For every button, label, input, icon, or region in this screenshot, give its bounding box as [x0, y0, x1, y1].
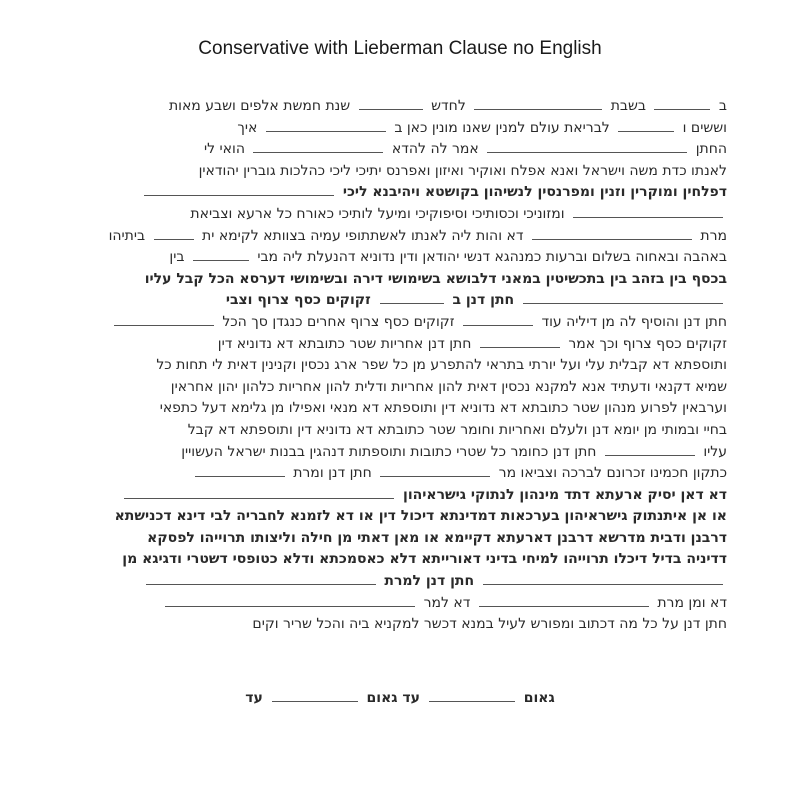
blank-field[interactable]: [195, 463, 285, 477]
text-line: [72, 161, 727, 183]
line-text: הואי לי: [203, 141, 245, 158]
line-text: חתן דנן והוסיף לה מן דיליה עוד: [541, 313, 727, 330]
blank-field[interactable]: [165, 593, 415, 607]
text-line: [72, 593, 727, 615]
text-line: [72, 485, 727, 507]
line-text: דא דאן יסיק ארעתא דתד מינהון לנתוקי גישראיהון: [403, 486, 727, 503]
line-text: איך: [237, 119, 258, 136]
line-text: באהבה ובאחוה בשלום וברעות כמנהגא דנשי יהודאן ודין נדוניא דהנעלת ליה מבי: [257, 249, 727, 266]
text-line: [72, 463, 727, 485]
text-line: [72, 226, 727, 248]
line-text: או אן איתנתוק גישראיהון בערכאות דמדינתא דיכול דין או דא לזמנא לחבריה לבי דינא דכנישתא: [114, 508, 727, 525]
blank-field[interactable]: [380, 463, 490, 477]
line-text: דא למר: [423, 594, 471, 611]
line-text: חתן דנן אחריות שטר כתובתא דא נדוניא דין: [217, 335, 472, 352]
blank-field[interactable]: [532, 226, 692, 240]
line-text: שנת חמשת אלפים ושבע מאות: [168, 98, 351, 114]
text-line: [72, 269, 727, 291]
text-line: [72, 118, 727, 140]
text-line: [72, 549, 727, 571]
text-line: [72, 571, 727, 593]
blank-field[interactable]: [618, 118, 674, 132]
blank-field[interactable]: [573, 204, 723, 218]
line-text: זקוקים כסף צרוף וכך אמר: [568, 335, 727, 352]
line-text: חתן דנן כחומר כל שטרי כתובות ותוספתות דנהגין בבנות ישראל העשויין: [181, 443, 597, 460]
line-text: ומזוניכי וכסותיכי וסיפוקיכי ומיעל לותיכי כאורח כל ארעא וצביאת: [190, 205, 565, 222]
line-text: בכסף בין בזהב בין בתכשיטין במאני דלבושא בשימושי דירה ובשימושי דערסא הכל קבל עליו: [144, 270, 727, 287]
text-line: [72, 355, 727, 377]
line-text: ותוספתא דא קבלית עלי ועל יורתי בתראי להתפרע מן כל שפר ארג נכסין וקנינין דאית לי תחות כל: [156, 357, 727, 374]
line-text: חתן דנן למרת: [384, 573, 475, 590]
line-text: זקוקים כסף צרוף אחרים כנגדן סך הכל: [222, 313, 455, 330]
blank-field[interactable]: [359, 96, 423, 110]
text-line: [72, 182, 727, 204]
ketubah-text: [72, 96, 727, 636]
blank-field[interactable]: [487, 139, 687, 153]
line-text: דא ומן מרת: [657, 594, 727, 611]
text-line: [72, 398, 727, 420]
blank-field[interactable]: [474, 96, 602, 110]
text-line: [72, 506, 727, 528]
text-line: [72, 204, 727, 226]
line-text: חתן דנן ומרת: [293, 465, 372, 482]
line-text: לאנתו כדת משה וישראל ואנא אפלח ואוקיר ואיזון ואפרנס יתיכי ליכי כהלכות גוברין יהודאין: [198, 162, 727, 179]
blank-field[interactable]: [483, 571, 723, 585]
line-text: וששים ו: [682, 119, 727, 136]
text-line: [72, 96, 727, 118]
line-text: אמר לה להדא: [391, 141, 479, 158]
blank-field[interactable]: [605, 442, 695, 456]
line-text: ביתיהו: [108, 227, 146, 244]
blank-field[interactable]: [523, 290, 723, 304]
blank-field[interactable]: [154, 226, 194, 240]
text-line: [72, 442, 727, 464]
text-line: [72, 139, 727, 161]
line-text: החתן: [695, 141, 727, 158]
signature-line: [0, 688, 800, 706]
signature-label-witness: עד: [245, 690, 263, 706]
line-text: שמיא דקנאי ודעתיד אנא למקנא נכסין דאית להון אחריות ודלית להון אחריות כלהון יהון אחראין: [170, 378, 727, 395]
signature-label-witness-gaon: עד גאום: [366, 690, 420, 706]
line-text: כתקון חכמינו זכרונם לברכה וצביאו מר: [498, 465, 727, 482]
blank-field[interactable]: [479, 593, 649, 607]
line-text: דא והות ליה לאנתו לאשתתופי עמיה בצוותא לקימא ית: [202, 227, 524, 244]
blank-field[interactable]: [253, 139, 383, 153]
line-text: זקוקים כסף צרוף וצבי: [225, 292, 371, 309]
blank-field[interactable]: [124, 485, 394, 499]
blank-field[interactable]: [146, 571, 376, 585]
text-line: [72, 290, 727, 312]
text-line: [72, 614, 727, 636]
signature-blank[interactable]: [272, 688, 358, 702]
line-text: לחדש: [431, 98, 466, 114]
signature-blank[interactable]: [429, 688, 515, 702]
blank-field[interactable]: [480, 334, 560, 348]
text-line: [72, 420, 727, 442]
blank-field[interactable]: [463, 312, 533, 326]
line-text: דרבנן ודבית מדרשא דרבנן דארעתא דקיימא או מאן דאתי מן חילה וליצותו תרוייהו לפסקא: [147, 529, 727, 546]
line-text: בחיי ובמותי מן יומא דנן ולעלם ואחריות וחומר שטר כתובתא דא נדוניא דין ותוספתא דא קבל: [187, 421, 727, 438]
text-line: [72, 334, 727, 356]
text-line: [72, 528, 727, 550]
text-line: [72, 377, 727, 399]
text-line: [72, 312, 727, 334]
line-text: בשבת: [610, 98, 646, 114]
line-text: מרת: [700, 227, 727, 244]
line-text: עליו: [703, 443, 727, 460]
document-title: Conservative with Lieberman Clause no English: [198, 38, 602, 59]
line-text: וערבאין לפרוע מנהון שטר כתובתא דא נדוניא דין ותוספתא דא מנאי ואפילו מן גלימא דעל כתפאי: [159, 400, 727, 417]
blank-field[interactable]: [114, 312, 214, 326]
text-line: [72, 247, 727, 269]
blank-field[interactable]: [654, 96, 710, 110]
line-text: ב: [718, 98, 727, 114]
line-text: לבריאת עולם למנין שאנו מונין כאן ב: [394, 119, 610, 136]
line-text: חתן דנן על כל מה דכתוב ומפורש לעיל במנא דכשר למקניא ביה והכל שריר וקים: [252, 616, 727, 633]
line-text: דפלחין ומוקרין וזנין ומפרנסין לנשיהון בקושטא ויהיבנא ליכי: [342, 184, 727, 201]
line-text: בין: [169, 249, 185, 266]
signature-label-gaon: גאום: [523, 690, 555, 706]
blank-field[interactable]: [266, 118, 386, 132]
line-text: דדיניה בדיל דיכלו תרוייהו למיחי בדיני דאורייתא דלא כאסמכתא ודלא כטופסי דשטרי ודגיגא מן: [122, 551, 727, 568]
blank-field[interactable]: [380, 290, 444, 304]
blank-field[interactable]: [144, 182, 334, 196]
line-text: חתן דנן ב: [452, 292, 515, 309]
blank-field[interactable]: [193, 247, 249, 261]
